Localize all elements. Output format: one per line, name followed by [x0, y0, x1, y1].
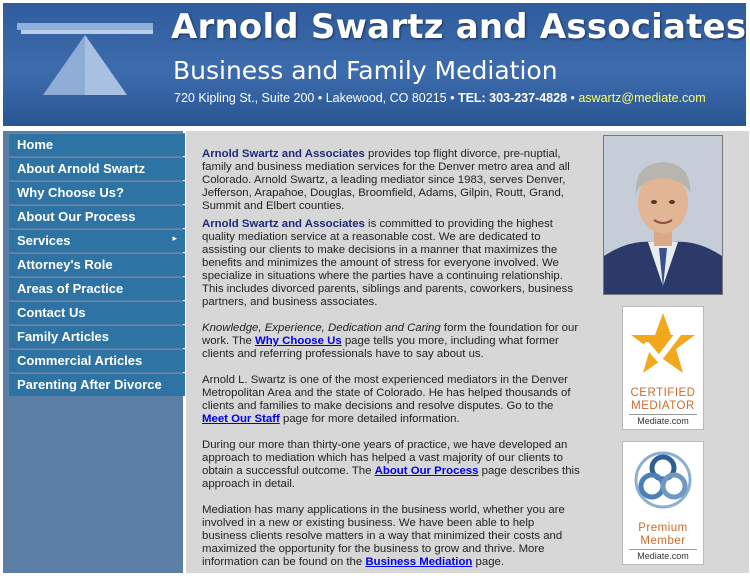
badge-line-1: Premium — [638, 522, 688, 534]
badge-divider — [629, 549, 697, 550]
badge-line-2: MEDIATOR — [631, 400, 695, 412]
site-header — [3, 3, 746, 126]
nav-link-services[interactable]: Services — [17, 233, 71, 248]
arnold-swartz-photo — [603, 135, 723, 295]
paragraph-text: Mediation has many applications in the business world, whether you are involved in a new or existing business. We have been able to help business clients resolve matters in a way that minimized their costs and maximized the opportunity for the business to grow and thrive. More information can be found on the — [202, 504, 565, 568]
nav-item-about-our-process[interactable] — [9, 205, 185, 228]
site-subtitle: Business and Family Mediation — [173, 56, 558, 85]
nav-link-contact-us[interactable]: Contact Us — [17, 305, 86, 320]
site-title: Arnold Swartz and Associates — [171, 7, 746, 47]
article-text — [202, 148, 582, 582]
nav-item-about-arnold-swartz[interactable] — [9, 157, 185, 180]
badge-site: Mediate.com — [637, 551, 689, 561]
intro-paragraph — [202, 148, 582, 213]
portrait-illustration — [604, 136, 722, 294]
approach-paragraph — [202, 439, 582, 491]
nav-item-attorneys-role[interactable] — [9, 253, 185, 276]
nav-item-parenting-after-divorce[interactable] — [9, 373, 185, 396]
paragraph-text: page tells you more, including what former clients and referring professionals have to say about us. — [202, 335, 559, 360]
nav-item-areas-of-practice[interactable] — [9, 277, 185, 300]
nav-item-commercial-articles[interactable] — [9, 349, 185, 372]
main-nav — [9, 133, 185, 397]
paragraph-text: page describes this approach in detail. — [202, 465, 580, 490]
nav-item-why-choose-us[interactable] — [9, 181, 185, 204]
star-check-icon — [623, 311, 703, 381]
paragraph-text: form the foundation for our work. The — [202, 322, 579, 347]
experience-paragraph — [202, 374, 582, 426]
firm-name: Arnold Swartz and Associates — [202, 218, 365, 230]
business-mediation-link[interactable]: Business Mediation — [365, 556, 473, 568]
nav-item-family-articles[interactable] — [9, 325, 185, 348]
business-paragraph — [202, 504, 582, 569]
nav-link-parenting-after-divorce[interactable]: Parenting After Divorce — [17, 377, 162, 392]
paragraph-text: provides top flight divorce, pre-nuptial, family and business mediation services for the Denver metro area and all Colorado. Arnold Swartz, a leading mediator since 1983, serves Denver, Jefferson, Arapahoe, Douglas, Broomfield, Adams, Gilpin, Routt, Grand, Summit and Elbert counties. — [202, 148, 570, 212]
nav-item-home[interactable] — [9, 133, 185, 156]
paragraph-text: page for more detailed information. — [279, 413, 460, 425]
nav-link-home[interactable]: Home — [17, 137, 54, 152]
nav-item-services[interactable] — [9, 229, 185, 252]
nav-link-attorneys-role[interactable]: Attorney's Role — [17, 257, 113, 272]
firm-name: Arnold Swartz and Associates — [202, 148, 365, 160]
badge-divider — [629, 414, 697, 415]
badge-line-2: Member — [640, 535, 686, 547]
commitment-paragraph — [202, 218, 582, 309]
contact-separator: • — [567, 91, 579, 105]
values-italic: Knowledge, Experience, Dedication and Caring — [202, 322, 441, 334]
address-text: 720 Kipling St., Suite 200 • Lakewood, CO 80215 • — [174, 91, 458, 105]
nav-link-commercial-articles[interactable]: Commercial Articles — [17, 353, 143, 368]
nav-link-about-our-process[interactable]: About Our Process — [17, 209, 136, 224]
nav-link-family-articles[interactable]: Family Articles — [17, 329, 110, 344]
badge-line-1: CERTIFIED — [630, 387, 696, 399]
logo-balance-icon — [3, 3, 173, 126]
badge-site: Mediate.com — [637, 416, 689, 426]
paragraph-text: is committed to providing the highest quality mediation service at a reasonable cost. We are dedicated to assisting our clients to make decisions in a manner that maximizes the benefits and minimizes the amount of stress for everyone involved. We specialize in situations where the parties have a continuing relationship. This includes divorced parents, siblings and parents, coworkers, business partners, and business associates. — [202, 218, 574, 308]
submenu-arrow-icon: ▸ — [172, 233, 177, 243]
paragraph-text: page. — [472, 556, 505, 568]
certified-mediator-badge[interactable] — [622, 306, 704, 430]
nav-item-contact-us[interactable] — [9, 301, 185, 324]
nav-link-about-arnold-swartz[interactable]: About Arnold Swartz — [17, 161, 146, 176]
sidebar — [3, 131, 183, 573]
premium-knot-icon — [623, 444, 703, 516]
paragraph-text: During our more than thirty-one years of practice, we have developed an approach to mediation which has helped a vast majority of our clients to obtain a successful outcome. The — [202, 439, 568, 477]
why-choose-us-link[interactable]: Why Choose Us — [254, 335, 342, 347]
nav-link-why-choose-us[interactable]: Why Choose Us? — [17, 185, 124, 200]
about-our-process-link[interactable]: About Our Process — [374, 465, 479, 477]
contact-line — [174, 91, 706, 105]
paragraph-text: Arnold L. Swartz is one of the most experienced mediators in the Denver Metropolitan Area and the state of Colorado. He has helped thousands of clients and families to make decisions and resolve disputes. Go to the — [202, 374, 571, 412]
meet-our-staff-link[interactable]: Meet Our Staff — [202, 413, 280, 425]
email-link[interactable]: aswartz@mediate.com — [578, 91, 706, 105]
phone-number: TEL: 303-237-4828 — [457, 91, 568, 105]
nav-link-areas-of-practice[interactable]: Areas of Practice — [17, 281, 124, 296]
foundation-paragraph — [202, 322, 582, 361]
premium-member-badge[interactable] — [622, 441, 704, 565]
